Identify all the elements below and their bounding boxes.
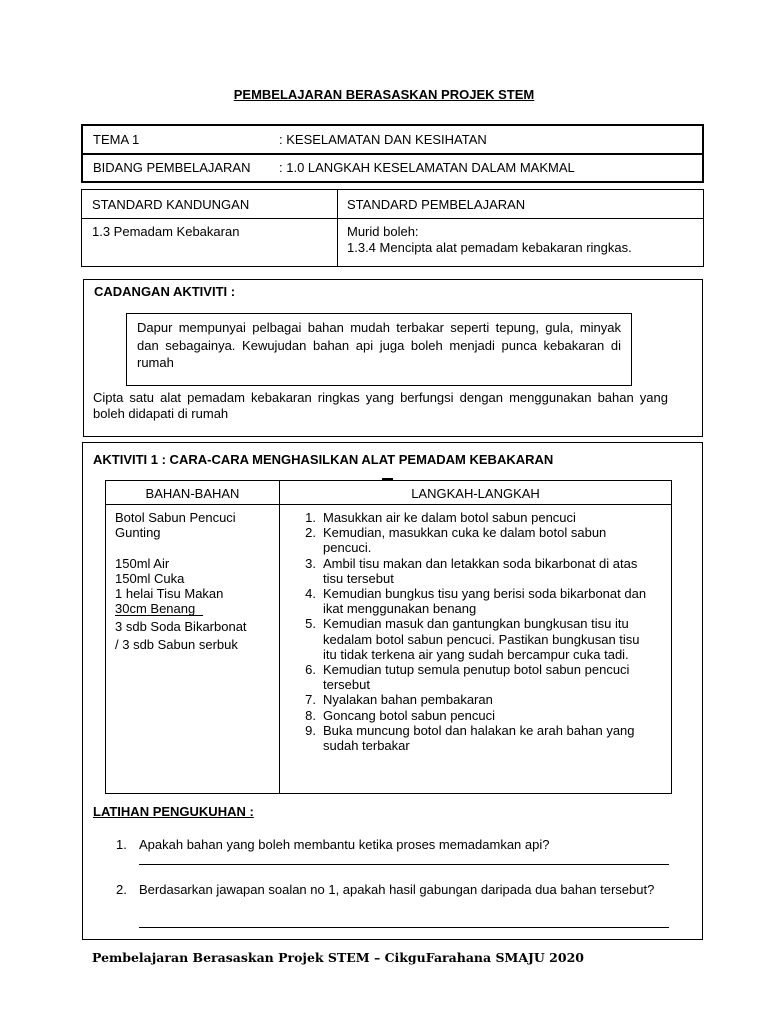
question-2: Berdasarkan jawapan soalan no 1, apakah hasil gabungan daripada dua bahan tersebut? — [139, 882, 655, 897]
step-text: Ambil tisu makan dan letakkan soda bikarbonat di atas tisu tersebut — [323, 555, 638, 586]
step-number: 7. — [305, 692, 316, 708]
question-number: 1. — [116, 837, 127, 852]
cadangan-box — [83, 279, 703, 437]
scenario-box — [126, 313, 632, 386]
list-item — [294, 510, 654, 525]
standard-pembelajaran-line2: 1.3.4 Mencipta alat pemadam kebakaran ringkas. — [347, 240, 632, 255]
list-item — [294, 556, 654, 586]
langkah-table-column-divider — [279, 481, 280, 793]
bahan-item-underline — [115, 615, 203, 616]
standard-pembelajaran-line1: Murid boleh: — [347, 224, 419, 239]
info-table — [81, 124, 704, 183]
langkah-list — [294, 510, 654, 753]
cadangan-heading: CADANGAN AKTIVITI : — [94, 284, 236, 299]
step-number: 5. — [305, 616, 316, 632]
step-number: 3. — [305, 555, 316, 571]
list-item — [294, 616, 654, 662]
info-table-divider — [83, 153, 702, 155]
step-text: Kemudian bungkus tisu yang berisi soda bikarbonat dan ikat menggunakan benang — [323, 586, 647, 617]
bahan-item: 1 helai Tisu Makan — [115, 586, 224, 601]
standard-table — [81, 189, 704, 267]
bahan-item: Gunting — [115, 525, 161, 540]
step-number: 6. — [305, 662, 316, 678]
aktiviti-box — [82, 442, 703, 940]
step-text: Kemudian masuk dan gantungkan bungkusan tisu itu kedalam botol sabun pencuci. Pastikan bungkusan tisu itu tidak terkena air yang sudah bercampur cuka tadi. — [323, 616, 640, 662]
bahan-header: BAHAN-BAHAN — [145, 486, 240, 501]
step-text: Nyalakan bahan pembakaran — [323, 692, 493, 708]
tema-label: TEMA 1 — [93, 132, 140, 147]
aktiviti-heading: AKTIVITI 1 : CARA-CARA MENGHASILKAN ALAT PEMADAM KEBAKARAN — [93, 452, 554, 467]
list-item — [294, 723, 654, 753]
bahan-item: / 3 sdb Sabun serbuk — [115, 637, 238, 652]
langkah-table-header-divider — [106, 504, 671, 505]
standard-pembelajaran-header: STANDARD PEMBELAJARAN — [347, 197, 526, 212]
question-number: 2. — [116, 882, 127, 897]
step-text: Buka muncung botol dan halakan ke arah bahan yang sudah terbakar — [323, 722, 635, 754]
page-footer: Pembelajaran Berasaskan Projek STEM – CikguFarahana SMAJU 2020 — [92, 950, 584, 965]
list-item — [294, 525, 654, 555]
latihan-heading: LATIHAN PENGUKUHAN : — [93, 804, 254, 819]
bidang-label: BIDANG PEMBELAJARAN — [93, 160, 251, 175]
langkah-table — [105, 480, 672, 794]
list-item — [294, 708, 654, 723]
bahan-item: 3 sdb Soda Bikarbonat — [115, 619, 247, 634]
tema-value: : KESELAMATAN DAN KESIHATAN — [279, 132, 487, 147]
step-number: 9. — [305, 722, 316, 738]
step-number: 8. — [305, 707, 316, 723]
step-text: Kemudian tutup semula penutup botol sabun pencuci tersebut — [323, 662, 630, 693]
step-number: 4. — [305, 586, 316, 602]
step-number: 1. — [305, 510, 316, 525]
standard-kandungan-value: 1.3 Pemadam Kebakaran — [92, 224, 240, 239]
langkah-header: LANGKAH-LANGKAH — [411, 486, 540, 501]
bahan-item: Botol Sabun Pencuci — [115, 510, 236, 525]
list-item — [294, 586, 654, 616]
standard-table-column-divider — [337, 190, 338, 266]
list-item — [294, 662, 654, 692]
answer-line-2[interactable] — [139, 927, 669, 928]
step-text: Masukkan air ke dalam botol sabun pencuci — [323, 510, 576, 525]
step-text: Goncang botol sabun pencuci — [323, 707, 496, 723]
cadangan-task: Cipta satu alat pemadam kebakaran ringkas yang berfungsi dengan menggunakan bahan yang boleh didapati di rumah — [93, 390, 668, 421]
standard-kandungan-header: STANDARD KANDUNGAN — [92, 197, 250, 212]
bidang-value: : 1.0 LANGKAH KESELAMATAN DALAM MAKMAL — [279, 160, 575, 175]
scenario-text: Dapur mempunyai pelbagai bahan mudah terbakar seperti tepung, gula, minyak dan sebagainya. Kewujudan bahan api juga boleh menjadi punca kebakaran di rumah — [137, 320, 621, 370]
answer-line-1[interactable] — [139, 864, 669, 865]
step-number: 2. — [305, 525, 316, 541]
bahan-item: 150ml Cuka — [115, 571, 185, 586]
standard-table-divider — [82, 218, 703, 219]
bahan-item: 30cm Benang — [115, 601, 196, 616]
question-1: Apakah bahan yang boleh membantu ketika proses memadamkan api? — [139, 837, 550, 852]
page-title: PEMBELAJARAN BERASASKAN PROJEK STEM — [233, 87, 535, 102]
list-item — [294, 692, 654, 707]
bahan-item: 150ml Air — [115, 556, 170, 571]
step-text: Kemudian, masukkan cuka ke dalam botol sabun pencuci. — [323, 525, 607, 556]
